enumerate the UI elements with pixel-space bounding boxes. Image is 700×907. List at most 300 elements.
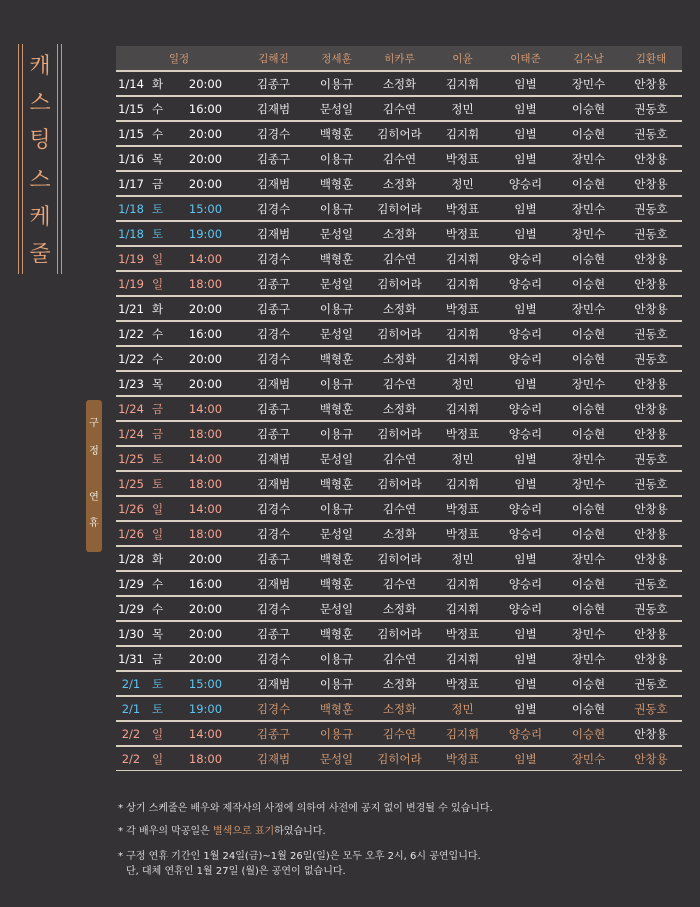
time-cell: 20:00 bbox=[169, 171, 242, 196]
cast-cell: 양승리 bbox=[494, 321, 557, 346]
cast-cell: 백형훈 bbox=[305, 546, 368, 571]
cast-cell: 안창용 bbox=[620, 296, 682, 321]
cast-cell: 임별 bbox=[494, 696, 557, 721]
cast-cell: 김경수 bbox=[242, 246, 305, 271]
cast-cell: 정민 bbox=[431, 546, 494, 571]
table-row bbox=[116, 621, 682, 646]
cast-cell: 임별 bbox=[494, 621, 557, 646]
holiday-tag-char: 연 bbox=[89, 492, 99, 503]
table-row bbox=[116, 121, 682, 146]
cast-cell: 이승현 bbox=[557, 96, 620, 121]
time-cell: 15:00 bbox=[169, 196, 242, 221]
cast-cell: 장민수 bbox=[557, 296, 620, 321]
table-row bbox=[116, 596, 682, 621]
date-cell: 1/14 bbox=[116, 71, 146, 96]
cast-cell: 이용규 bbox=[305, 721, 368, 746]
date-cell: 1/26 bbox=[116, 496, 146, 521]
day-cell: 토 bbox=[146, 221, 169, 246]
cast-cell: 김수연 bbox=[368, 146, 431, 171]
date-cell: 1/23 bbox=[116, 371, 146, 396]
cast-cell: 양승리 bbox=[494, 271, 557, 296]
time-cell: 14:00 bbox=[169, 496, 242, 521]
time-cell: 20:00 bbox=[169, 121, 242, 146]
day-cell: 토 bbox=[146, 446, 169, 471]
cast-cell: 안창용 bbox=[620, 621, 682, 646]
date-cell: 1/26 bbox=[116, 521, 146, 546]
time-cell: 20:00 bbox=[169, 71, 242, 96]
header-role-7: 김환태 bbox=[620, 46, 682, 71]
holiday-tag-char: 구 bbox=[89, 418, 99, 429]
cast-cell: 김지휘 bbox=[431, 596, 494, 621]
cast-cell: 김지휘 bbox=[431, 721, 494, 746]
cast-cell: 백형훈 bbox=[305, 346, 368, 371]
table-row bbox=[116, 271, 682, 296]
cast-cell: 김종구 bbox=[242, 71, 305, 96]
holiday-tag-char: 정 bbox=[89, 446, 99, 457]
time-cell: 18:00 bbox=[169, 746, 242, 771]
cast-cell: 김경수 bbox=[242, 121, 305, 146]
date-cell: 1/29 bbox=[116, 571, 146, 596]
cast-cell: 이승현 bbox=[557, 346, 620, 371]
date-cell: 1/25 bbox=[116, 446, 146, 471]
day-cell: 토 bbox=[146, 196, 169, 221]
time-cell: 18:00 bbox=[169, 521, 242, 546]
time-cell: 19:00 bbox=[169, 696, 242, 721]
cast-cell: 김종구 bbox=[242, 296, 305, 321]
day-cell: 금 bbox=[146, 646, 169, 671]
table-row bbox=[116, 546, 682, 571]
cast-cell: 장민수 bbox=[557, 646, 620, 671]
table-row bbox=[116, 296, 682, 321]
time-cell: 16:00 bbox=[169, 321, 242, 346]
time-cell: 18:00 bbox=[169, 271, 242, 296]
cast-cell: 장민수 bbox=[557, 371, 620, 396]
cast-cell: 정민 bbox=[431, 446, 494, 471]
date-cell: 2/2 bbox=[116, 721, 146, 746]
time-cell: 16:00 bbox=[169, 96, 242, 121]
cast-cell: 박정표 bbox=[431, 221, 494, 246]
day-cell: 일 bbox=[146, 746, 169, 771]
cast-cell: 안창용 bbox=[620, 496, 682, 521]
table-row bbox=[116, 496, 682, 521]
cast-cell: 정민 bbox=[431, 171, 494, 196]
date-cell: 1/15 bbox=[116, 96, 146, 121]
cast-cell: 임별 bbox=[494, 296, 557, 321]
cast-cell: 양승리 bbox=[494, 171, 557, 196]
day-cell: 일 bbox=[146, 271, 169, 296]
day-cell: 목 bbox=[146, 146, 169, 171]
cast-cell: 안창용 bbox=[620, 271, 682, 296]
cast-cell: 안창용 bbox=[620, 721, 682, 746]
day-cell: 일 bbox=[146, 246, 169, 271]
time-cell: 14:00 bbox=[169, 246, 242, 271]
day-cell: 일 bbox=[146, 721, 169, 746]
cast-cell: 김히어라 bbox=[368, 421, 431, 446]
cast-cell: 문성일 bbox=[305, 321, 368, 346]
cast-cell: 김재범 bbox=[242, 96, 305, 121]
cast-cell: 임별 bbox=[494, 371, 557, 396]
cast-cell: 이승현 bbox=[557, 246, 620, 271]
cast-cell: 김경수 bbox=[242, 646, 305, 671]
cast-cell: 이용규 bbox=[305, 196, 368, 221]
cast-cell: 박정표 bbox=[431, 146, 494, 171]
cast-cell: 김수연 bbox=[368, 96, 431, 121]
cast-cell: 양승리 bbox=[494, 421, 557, 446]
cast-cell: 이용규 bbox=[305, 71, 368, 96]
cast-cell: 김수연 bbox=[368, 371, 431, 396]
cast-cell: 문성일 bbox=[305, 271, 368, 296]
time-cell: 20:00 bbox=[169, 346, 242, 371]
table-row bbox=[116, 146, 682, 171]
cast-cell: 김히어라 bbox=[368, 546, 431, 571]
cast-cell: 김종구 bbox=[242, 721, 305, 746]
day-cell: 토 bbox=[146, 471, 169, 496]
header-role-2: 정세훈 bbox=[305, 46, 368, 71]
cast-cell: 소정화 bbox=[368, 71, 431, 96]
time-cell: 20:00 bbox=[169, 546, 242, 571]
cast-cell: 장민수 bbox=[557, 71, 620, 96]
cast-cell: 소정화 bbox=[368, 346, 431, 371]
table-row bbox=[116, 196, 682, 221]
cast-cell: 김지휘 bbox=[431, 246, 494, 271]
cast-cell: 김재범 bbox=[242, 746, 305, 771]
date-cell: 1/31 bbox=[116, 646, 146, 671]
day-cell: 토 bbox=[146, 671, 169, 696]
cast-cell: 김종구 bbox=[242, 421, 305, 446]
cast-cell: 권동호 bbox=[620, 596, 682, 621]
cast-cell: 소정화 bbox=[368, 396, 431, 421]
cast-cell: 양승리 bbox=[494, 596, 557, 621]
day-cell: 수 bbox=[146, 596, 169, 621]
date-cell: 1/22 bbox=[116, 321, 146, 346]
cast-cell: 임별 bbox=[494, 71, 557, 96]
date-cell: 1/18 bbox=[116, 221, 146, 246]
cast-cell: 김지휘 bbox=[431, 471, 494, 496]
date-cell: 1/17 bbox=[116, 171, 146, 196]
cast-cell: 장민수 bbox=[557, 221, 620, 246]
cast-cell: 김수연 bbox=[368, 246, 431, 271]
table-row bbox=[116, 221, 682, 246]
date-cell: 1/18 bbox=[116, 196, 146, 221]
cast-cell: 김재범 bbox=[242, 571, 305, 596]
cast-cell: 권동호 bbox=[620, 196, 682, 221]
cast-cell: 박정표 bbox=[431, 296, 494, 321]
cast-cell: 김지휘 bbox=[431, 71, 494, 96]
cast-cell: 양승리 bbox=[494, 521, 557, 546]
cast-cell: 김지휘 bbox=[431, 121, 494, 146]
cast-cell: 김지휘 bbox=[431, 646, 494, 671]
cast-cell: 소정화 bbox=[368, 221, 431, 246]
table-header-row bbox=[116, 46, 682, 71]
cast-cell: 김경수 bbox=[242, 196, 305, 221]
time-cell: 16:00 bbox=[169, 571, 242, 596]
cast-cell: 이승현 bbox=[557, 671, 620, 696]
date-cell: 1/28 bbox=[116, 546, 146, 571]
cast-cell: 김지휘 bbox=[431, 321, 494, 346]
cast-cell: 문성일 bbox=[305, 746, 368, 771]
cast-cell: 백형훈 bbox=[305, 621, 368, 646]
date-cell: 1/15 bbox=[116, 121, 146, 146]
cast-cell: 이용규 bbox=[305, 421, 368, 446]
cast-cell: 김재범 bbox=[242, 446, 305, 471]
day-cell: 수 bbox=[146, 571, 169, 596]
cast-cell: 권동호 bbox=[620, 221, 682, 246]
table-row bbox=[116, 521, 682, 546]
cast-cell: 소정화 bbox=[368, 296, 431, 321]
cast-cell: 이승현 bbox=[557, 271, 620, 296]
header-role-4: 이윤 bbox=[431, 46, 494, 71]
cast-cell: 문성일 bbox=[305, 446, 368, 471]
date-cell: 1/16 bbox=[116, 146, 146, 171]
cast-cell: 김수연 bbox=[368, 721, 431, 746]
cast-cell: 김히어라 bbox=[368, 321, 431, 346]
cast-cell: 김재범 bbox=[242, 371, 305, 396]
date-cell: 1/19 bbox=[116, 271, 146, 296]
cast-cell: 임별 bbox=[494, 121, 557, 146]
cast-cell: 권동호 bbox=[620, 571, 682, 596]
cast-cell: 안창용 bbox=[620, 246, 682, 271]
day-cell: 수 bbox=[146, 321, 169, 346]
cast-cell: 김경수 bbox=[242, 346, 305, 371]
cast-cell: 문성일 bbox=[305, 596, 368, 621]
note-schedule-change: * 상기 스케줄은 배우와 제작사의 사정에 의하여 사전에 공지 없이 변경될 수 있습니다. bbox=[118, 803, 493, 814]
cast-cell: 이용규 bbox=[305, 296, 368, 321]
schedule-rows bbox=[116, 71, 682, 771]
cast-cell: 임별 bbox=[494, 146, 557, 171]
table-row bbox=[116, 446, 682, 471]
cast-cell: 백형훈 bbox=[305, 171, 368, 196]
date-cell: 1/24 bbox=[116, 396, 146, 421]
cast-cell: 박정표 bbox=[431, 671, 494, 696]
note-text: 하였습니다. bbox=[274, 826, 326, 837]
day-cell: 화 bbox=[146, 71, 169, 96]
cast-cell: 안창용 bbox=[620, 746, 682, 771]
title-char: 팅 bbox=[29, 128, 51, 153]
cast-cell: 이용규 bbox=[305, 371, 368, 396]
table-row bbox=[116, 571, 682, 596]
day-cell: 일 bbox=[146, 496, 169, 521]
schedule-table bbox=[116, 46, 682, 771]
cast-cell: 김종구 bbox=[242, 271, 305, 296]
time-cell: 18:00 bbox=[169, 471, 242, 496]
cast-cell: 김히어라 bbox=[368, 196, 431, 221]
date-cell: 1/19 bbox=[116, 246, 146, 271]
cast-cell: 임별 bbox=[494, 196, 557, 221]
cast-cell: 소정화 bbox=[368, 696, 431, 721]
cast-cell: 장민수 bbox=[557, 746, 620, 771]
cast-cell: 이용규 bbox=[305, 496, 368, 521]
header-role-3: 히카루 bbox=[368, 46, 431, 71]
day-cell: 수 bbox=[146, 346, 169, 371]
cast-cell: 권동호 bbox=[620, 121, 682, 146]
date-cell: 2/1 bbox=[116, 671, 146, 696]
date-cell: 2/1 bbox=[116, 696, 146, 721]
time-cell: 18:00 bbox=[169, 421, 242, 446]
cast-cell: 문성일 bbox=[305, 221, 368, 246]
table-row bbox=[116, 721, 682, 746]
cast-cell: 김지휘 bbox=[431, 571, 494, 596]
cast-cell: 김지휘 bbox=[431, 396, 494, 421]
cast-cell: 백형훈 bbox=[305, 696, 368, 721]
cast-cell: 임별 bbox=[494, 646, 557, 671]
time-cell: 20:00 bbox=[169, 621, 242, 646]
cast-cell: 이용규 bbox=[305, 646, 368, 671]
cast-cell: 안창용 bbox=[620, 396, 682, 421]
table-row bbox=[116, 646, 682, 671]
cast-cell: 임별 bbox=[494, 471, 557, 496]
cast-cell: 김종구 bbox=[242, 396, 305, 421]
cast-cell: 김지휘 bbox=[431, 346, 494, 371]
cast-cell: 권동호 bbox=[620, 471, 682, 496]
cast-cell: 김수연 bbox=[368, 646, 431, 671]
cast-cell: 문성일 bbox=[305, 521, 368, 546]
cast-cell: 김히어라 bbox=[368, 471, 431, 496]
cast-cell: 임별 bbox=[494, 221, 557, 246]
time-cell: 19:00 bbox=[169, 221, 242, 246]
date-cell: 1/30 bbox=[116, 621, 146, 646]
cast-cell: 임별 bbox=[494, 746, 557, 771]
note-closing-performance bbox=[118, 822, 326, 837]
cast-cell: 정민 bbox=[431, 96, 494, 121]
note-text: * 각 배우의 막공일은 bbox=[118, 826, 213, 837]
day-cell: 목 bbox=[146, 621, 169, 646]
cast-cell: 김종구 bbox=[242, 621, 305, 646]
cast-cell: 박정표 bbox=[431, 421, 494, 446]
cast-cell: 백형훈 bbox=[305, 396, 368, 421]
cast-cell: 이승현 bbox=[557, 596, 620, 621]
table-row bbox=[116, 346, 682, 371]
cast-cell: 이승현 bbox=[557, 721, 620, 746]
day-cell: 수 bbox=[146, 121, 169, 146]
time-cell: 20:00 bbox=[169, 596, 242, 621]
day-cell: 토 bbox=[146, 696, 169, 721]
cast-cell: 김재범 bbox=[242, 171, 305, 196]
time-cell: 14:00 bbox=[169, 396, 242, 421]
date-cell: 1/25 bbox=[116, 471, 146, 496]
cast-cell: 권동호 bbox=[620, 696, 682, 721]
cast-cell: 안창용 bbox=[620, 71, 682, 96]
date-cell: 1/21 bbox=[116, 296, 146, 321]
cast-cell: 양승리 bbox=[494, 246, 557, 271]
cast-cell: 장민수 bbox=[557, 446, 620, 471]
day-cell: 금 bbox=[146, 396, 169, 421]
cast-cell: 양승리 bbox=[494, 571, 557, 596]
time-cell: 15:00 bbox=[169, 671, 242, 696]
cast-cell: 김경수 bbox=[242, 521, 305, 546]
cast-cell: 김경수 bbox=[242, 496, 305, 521]
cast-cell: 권동호 bbox=[620, 96, 682, 121]
cast-cell: 장민수 bbox=[557, 146, 620, 171]
cast-cell: 김지휘 bbox=[431, 271, 494, 296]
table-row bbox=[116, 71, 682, 96]
day-cell: 일 bbox=[146, 521, 169, 546]
table-row bbox=[116, 96, 682, 121]
holiday-tag-char: 휴 bbox=[89, 518, 99, 529]
cast-cell: 임별 bbox=[494, 96, 557, 121]
cast-cell: 양승리 bbox=[494, 346, 557, 371]
cast-cell: 정민 bbox=[431, 696, 494, 721]
time-cell: 20:00 bbox=[169, 296, 242, 321]
cast-cell: 양승리 bbox=[494, 721, 557, 746]
day-cell: 수 bbox=[146, 96, 169, 121]
cast-cell: 김히어라 bbox=[368, 121, 431, 146]
title-char: 캐 bbox=[29, 54, 51, 79]
day-cell: 금 bbox=[146, 421, 169, 446]
cast-cell: 김히어라 bbox=[368, 746, 431, 771]
cast-cell: 박정표 bbox=[431, 746, 494, 771]
date-cell: 1/22 bbox=[116, 346, 146, 371]
cast-cell: 이승현 bbox=[557, 396, 620, 421]
day-cell: 금 bbox=[146, 171, 169, 196]
cast-cell: 박정표 bbox=[431, 621, 494, 646]
cast-cell: 김재범 bbox=[242, 221, 305, 246]
title-char: 스 bbox=[29, 168, 51, 193]
cast-cell: 소정화 bbox=[368, 671, 431, 696]
cast-cell: 김히어라 bbox=[368, 271, 431, 296]
cast-cell: 김히어라 bbox=[368, 621, 431, 646]
table-row bbox=[116, 321, 682, 346]
cast-cell: 김수연 bbox=[368, 496, 431, 521]
cast-cell: 권동호 bbox=[620, 446, 682, 471]
cast-cell: 권동호 bbox=[620, 671, 682, 696]
title-char: 케 bbox=[29, 205, 51, 230]
table-row bbox=[116, 696, 682, 721]
cast-cell: 김경수 bbox=[242, 321, 305, 346]
table-row bbox=[116, 421, 682, 446]
cast-cell: 안창용 bbox=[620, 521, 682, 546]
time-cell: 20:00 bbox=[169, 646, 242, 671]
cast-cell: 김재범 bbox=[242, 671, 305, 696]
note-holiday-times: * 구정 연휴 기간인 1월 24일(금)~1월 26일(일)은 모두 오후 2시, 6시 공연입니다. bbox=[118, 851, 481, 862]
cast-cell: 이승현 bbox=[557, 171, 620, 196]
table-row bbox=[116, 471, 682, 496]
cast-cell: 백형훈 bbox=[305, 471, 368, 496]
day-cell: 화 bbox=[146, 546, 169, 571]
header-role-1: 김해진 bbox=[242, 46, 305, 71]
table-row bbox=[116, 371, 682, 396]
cast-cell: 소정화 bbox=[368, 171, 431, 196]
cast-cell: 박정표 bbox=[431, 521, 494, 546]
cast-cell: 김재범 bbox=[242, 471, 305, 496]
cast-cell: 장민수 bbox=[557, 546, 620, 571]
cast-cell: 양승리 bbox=[494, 496, 557, 521]
cast-cell: 이승현 bbox=[557, 121, 620, 146]
cast-cell: 김경수 bbox=[242, 596, 305, 621]
cast-cell: 이용규 bbox=[305, 146, 368, 171]
title-char: 스 bbox=[29, 91, 51, 116]
cast-cell: 소정화 bbox=[368, 596, 431, 621]
header-role-6: 김수남 bbox=[557, 46, 620, 71]
cast-cell: 안창용 bbox=[620, 146, 682, 171]
cast-cell: 임별 bbox=[494, 446, 557, 471]
casting-schedule-title bbox=[18, 44, 62, 274]
time-cell: 20:00 bbox=[169, 371, 242, 396]
cast-cell: 안창용 bbox=[620, 546, 682, 571]
table-row bbox=[116, 746, 682, 771]
cast-cell: 이용규 bbox=[305, 671, 368, 696]
lunar-new-year-holiday-tag bbox=[86, 400, 102, 552]
cast-cell: 김종구 bbox=[242, 546, 305, 571]
cast-cell: 안창용 bbox=[620, 421, 682, 446]
time-cell: 14:00 bbox=[169, 446, 242, 471]
cast-cell: 안창용 bbox=[620, 171, 682, 196]
cast-cell: 이승현 bbox=[557, 321, 620, 346]
cast-cell: 정민 bbox=[431, 371, 494, 396]
header-role-5: 이태준 bbox=[494, 46, 557, 71]
date-cell: 1/29 bbox=[116, 596, 146, 621]
cast-cell: 이승현 bbox=[557, 571, 620, 596]
header-schedule: 일정 bbox=[116, 46, 242, 71]
